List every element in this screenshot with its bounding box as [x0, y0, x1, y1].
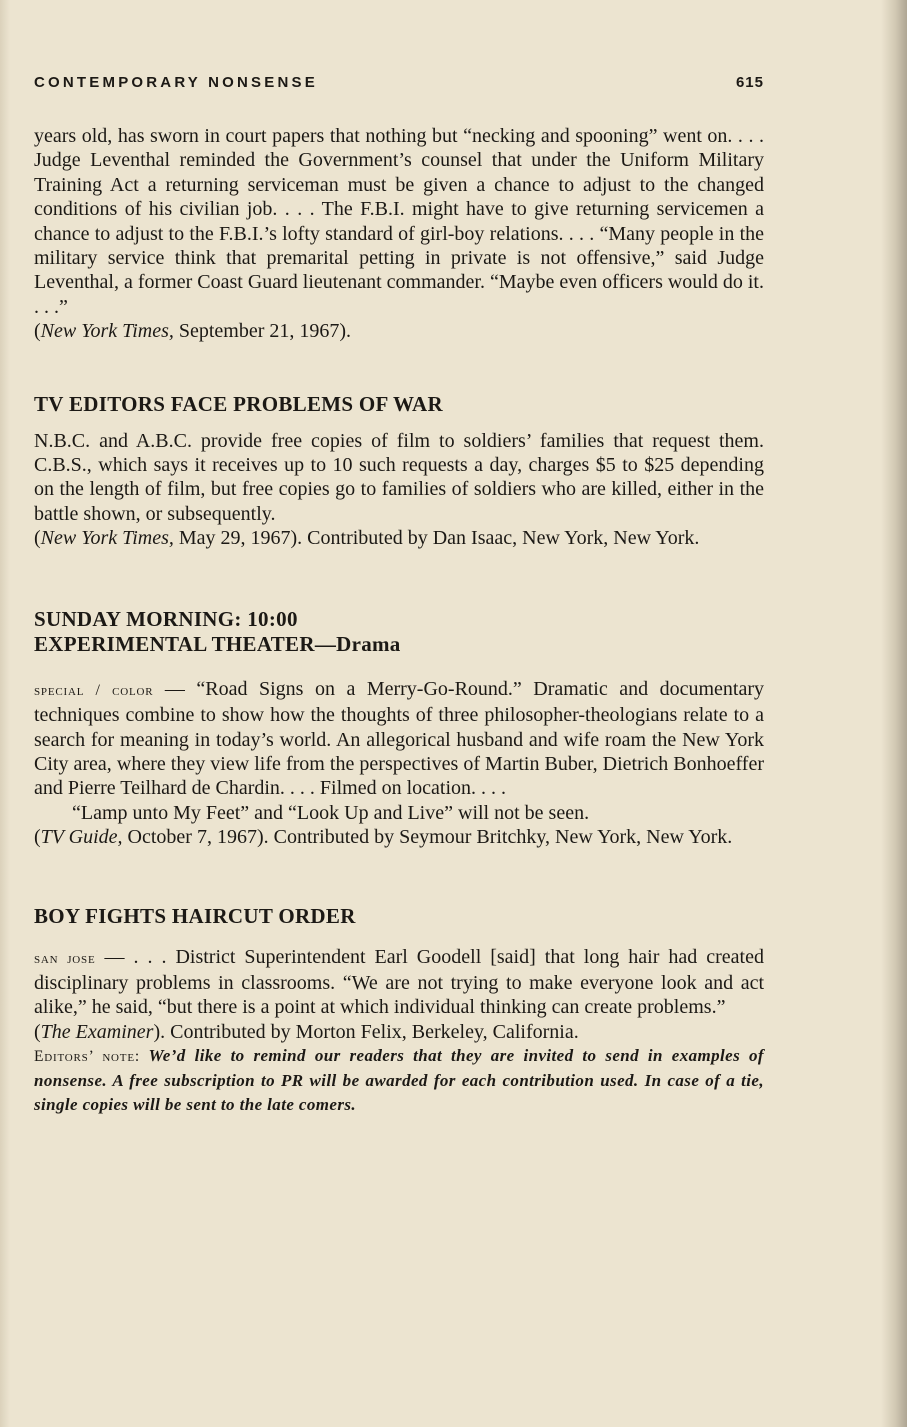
item-lead: san jose — [34, 949, 96, 967]
item-body: special / color — “Road Signs on a Merry-Go-Round.” Dramatic and documentary techniques combine to show how the thoughts of three philosopher-theologians relate to a search for meaning in today’s world. An allegorical husband and wife roam the New York City area, where they view life from the perspectives of Martin Buber, Dietrich Bonhoeffer and Pierre Teilhard de Chardin. . . . Filmed on location. . . . — [34, 677, 764, 800]
running-header — [34, 74, 764, 98]
continued-item — [34, 124, 764, 344]
editors-note-body: We’d like to remind our readers that they are invited to send in examples of nonsense. A free subscription to PR will be awarded for each contribution used. In case of a tie, single copies will be sent to the late comers. — [34, 1046, 764, 1115]
editors-note — [34, 1044, 764, 1117]
heading-line-1: SUNDAY MORNING: 10:00 — [34, 606, 298, 631]
item-boy-haircut — [34, 904, 764, 1045]
source-publication: New York Times, — [40, 320, 174, 343]
item-heading — [34, 607, 764, 657]
item-sunday-morning — [34, 607, 764, 850]
source-publication: New York Times, — [40, 527, 174, 550]
item-source: (The Examiner). Contributed by Morton Felix, Berkeley, California. — [34, 1020, 579, 1043]
source-publication: The Examiner — [40, 1020, 154, 1043]
page-edge — [0, 0, 10, 1427]
item-heading: TV EDITORS FACE PROBLEMS OF WAR — [34, 391, 443, 416]
running-title: CONTEMPORARY NONSENSE — [34, 74, 318, 91]
page-number: 615 — [735, 74, 764, 91]
item-body: N.B.C. and A.B.C. provide free copies of film to soldiers’ families that request them. C.B.S., which says it receives up to 10 such requests a day, charges $5 to $25 depending on the length of film, but free copies go to families of soldiers who are killed, either in the battle shown, or subsequently. — [34, 429, 764, 525]
item-body-continued: “Lamp unto My Feet” and “Look Up and Live” will not be seen. — [72, 801, 590, 824]
item-body: san jose — . . . District Superintendent Earl Goodell [said] that long hair had created disciplinary problems in classrooms. “We are not trying to make everyone look and act alike,” he said, “but there is a point at which individual thinking can create problems.” — [34, 945, 764, 1019]
item-source: (New York Times, May 29, 1967). Contributed by Dan Isaac, New York, New York. — [34, 527, 700, 550]
source-publication: TV Guide, — [40, 826, 123, 849]
heading-line-2: EXPERIMENTAL THEATER — [34, 631, 315, 656]
page-content — [34, 124, 764, 1117]
item-source: (TV Guide, October 7, 1967). Contributed by Seymour Britchky, New York, New York. — [34, 826, 733, 849]
item-tv-editors — [34, 392, 764, 551]
item-lead: special / color — [34, 681, 154, 699]
binding-gutter-shadow — [881, 0, 907, 1427]
item-source: (New York Times, September 21, 1967). — [34, 320, 352, 343]
editors-note-label: Editors’ note: — [34, 1048, 140, 1066]
heading-tail: —Drama — [314, 631, 401, 656]
item-body: years old, has sworn in court papers that nothing but “necking and spooning” went on. . . . Judge Leventhal reminded the Government’s counsel that under the Uniform Military Training Act a returning serviceman must be given a chance to adjust to the changed conditions of his civilian job. . . . The F.B.I. might have to give returning servicemen a chance to adjust to the F.B.I.’s lofty standard of girl-boy relations. . . . “Many people in the military service think that premarital petting in private is not offensive,” said Judge Leventhal, a former Coast Guard lieutenant commander. “Maybe even officers would do it. . . .” — [34, 125, 764, 318]
item-heading: BOY FIGHTS HAIRCUT ORDER — [34, 903, 356, 928]
